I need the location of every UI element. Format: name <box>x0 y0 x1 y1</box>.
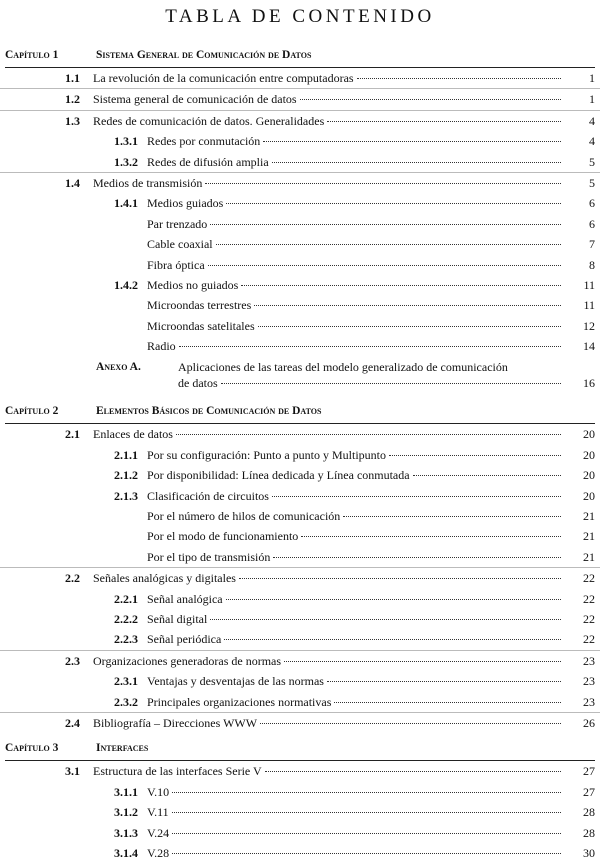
toc-entry[interactable] <box>0 424 600 444</box>
entry-label-wrap <box>147 152 564 172</box>
section-title: Señales analógicas y digitales <box>93 571 236 586</box>
section-title: Enlaces de datos <box>93 427 173 442</box>
entry-label-wrap <box>93 68 564 88</box>
section-number: 1.4.2 <box>114 277 138 292</box>
dot-leader <box>210 618 561 620</box>
section-number: 2.3.2 <box>114 694 138 709</box>
toc-entry[interactable] <box>0 671 600 691</box>
section-title: La revolución de la comunicación entre computadoras <box>93 71 354 85</box>
section-title: Organizaciones generadoras de normas <box>93 653 282 668</box>
dot-leader <box>210 223 561 225</box>
dot-leader <box>216 243 561 245</box>
page-number: 5 <box>589 175 595 190</box>
entry-label-wrap <box>147 255 564 275</box>
toc-entry[interactable] <box>0 214 600 234</box>
section-title: Medios guiados <box>147 196 224 211</box>
section-number: 3.1.2 <box>114 805 138 820</box>
entry-label-wrap <box>147 486 564 506</box>
section-number: 1.3.1 <box>114 134 138 149</box>
section-number: 2.1.3 <box>114 488 138 503</box>
dot-leader <box>272 495 561 497</box>
dot-leader <box>327 680 561 682</box>
section-title: Por su configuración: Punto a punto y Multipunto <box>147 447 386 462</box>
dot-leader <box>208 264 561 266</box>
entry-label-wrap <box>147 629 564 649</box>
toc-entry[interactable] <box>0 802 600 822</box>
dot-leader <box>239 577 561 579</box>
page-number: 22 <box>583 571 595 586</box>
page-number: 20 <box>583 468 595 483</box>
page-number: 30 <box>583 845 595 860</box>
dot-leader <box>179 345 561 347</box>
section-number: 2.1.2 <box>114 468 138 483</box>
page-number: 14 <box>583 339 595 354</box>
dot-leader <box>226 202 561 204</box>
section-title: Señal periódica <box>147 632 222 647</box>
section-title: Par trenzado <box>147 216 208 231</box>
toc-entry[interactable] <box>0 68 600 89</box>
page-number: 20 <box>583 488 595 503</box>
entry-label-wrap <box>147 589 564 609</box>
section-title: Ventajas y desventajas de las normas <box>147 674 324 689</box>
toc-entry[interactable] <box>0 295 600 315</box>
section-title: V.11 <box>147 805 169 820</box>
chapter-number: Capítulo 1 <box>5 49 59 61</box>
section-number: 2.1.1 <box>114 447 138 462</box>
page-number: 28 <box>583 805 595 820</box>
chapter-heading[interactable] <box>0 402 600 424</box>
section-title: Por el tipo de transmisión <box>147 549 271 564</box>
page-number: 7 <box>589 237 595 252</box>
entry-label-wrap <box>147 316 564 336</box>
dot-leader <box>172 832 561 834</box>
entry-label-wrap <box>147 671 564 691</box>
page-number: 23 <box>583 653 595 668</box>
toc-entry[interactable] <box>0 761 600 781</box>
entry-label-wrap <box>147 823 564 843</box>
dot-leader <box>343 515 561 517</box>
toc-entry[interactable] <box>0 193 600 213</box>
annex-title-line1: Aplicaciones de las tareas del modelo generalizado de comunicación <box>178 360 508 375</box>
entry-label-wrap <box>147 295 564 315</box>
dot-leader <box>327 120 561 122</box>
toc-entry[interactable] <box>0 609 600 629</box>
dot-leader <box>273 556 561 558</box>
section-title: Microondas satelitales <box>147 318 255 333</box>
toc-entry[interactable] <box>0 692 600 713</box>
page-number: 5 <box>589 154 595 169</box>
chapter-title: Elementos Básicos de Comunicación de Datos <box>96 405 322 418</box>
page-number: 27 <box>583 784 595 799</box>
page-number: 22 <box>583 591 595 606</box>
section-number: 2.3.1 <box>114 674 138 689</box>
toc-entry[interactable] <box>0 568 600 588</box>
toc-entry[interactable] <box>0 629 600 650</box>
page-number: 23 <box>583 694 595 709</box>
entry-label-wrap <box>93 568 564 588</box>
section-title: V.10 <box>147 784 170 799</box>
page-title: TABLA DE CONTENIDO <box>165 6 435 27</box>
toc-entry[interactable] <box>0 589 600 609</box>
entry-label-wrap <box>93 424 564 444</box>
page-number: 23 <box>583 674 595 689</box>
section-title: Redes de difusión amplia <box>147 154 269 169</box>
page-number: 11 <box>583 298 595 313</box>
entry-label-wrap <box>93 713 564 733</box>
page-number: 26 <box>583 715 595 730</box>
entry-label-wrap <box>147 782 564 802</box>
section-title: V.28 <box>147 845 170 860</box>
entry-label-wrap <box>93 761 564 781</box>
dot-leader <box>272 161 561 163</box>
dot-leader <box>254 304 561 306</box>
section-number: 3.1.1 <box>114 784 138 799</box>
toc-entry[interactable] <box>0 843 600 863</box>
dot-leader <box>300 98 561 100</box>
dot-leader <box>357 77 561 79</box>
entry-label-wrap <box>93 173 564 193</box>
section-title: Microondas terrestres <box>147 298 252 313</box>
table-of-contents <box>0 46 600 863</box>
toc-entry[interactable] <box>0 89 600 110</box>
toc-entry[interactable] <box>0 445 600 465</box>
toc-entry[interactable] <box>0 173 600 193</box>
dot-leader <box>389 454 561 456</box>
chapter-title: Sistema General de Comunicación de Datos <box>96 49 312 61</box>
page-number: 6 <box>589 196 595 211</box>
toc-entry[interactable] <box>0 486 600 506</box>
section-title: Estructura de las interfaces Serie V <box>93 764 262 779</box>
toc-entry[interactable] <box>0 255 600 275</box>
toc-entry[interactable] <box>0 234 600 254</box>
toc-entry[interactable] <box>0 782 600 802</box>
dot-leader <box>172 852 561 854</box>
page-number: 4 <box>589 113 595 128</box>
toc-entry[interactable] <box>0 506 600 526</box>
annex-label-wrap <box>178 376 564 391</box>
entry-label-wrap <box>93 651 564 671</box>
dot-leader <box>301 535 561 537</box>
section-number: 2.2.2 <box>114 611 138 626</box>
page-number: 21 <box>583 549 595 564</box>
page-number: 22 <box>583 632 595 647</box>
toc-entry[interactable] <box>0 465 600 485</box>
dot-leader <box>205 182 561 184</box>
page-number: 28 <box>583 825 595 840</box>
page-number: 22 <box>583 611 595 626</box>
entry-label-wrap <box>147 526 564 546</box>
section-title: V.24 <box>147 825 170 840</box>
toc-entry[interactable] <box>0 526 600 546</box>
section-number: 2.1 <box>65 427 80 442</box>
dot-leader <box>224 638 561 640</box>
entry-label-wrap <box>147 214 564 234</box>
dot-leader <box>172 811 561 813</box>
section-number: 2.2.3 <box>114 632 138 647</box>
page-number: 11 <box>583 277 595 292</box>
entry-label-wrap <box>147 547 564 567</box>
annex-prefix: Anexo A. <box>96 361 141 374</box>
section-number: 2.2.1 <box>114 591 138 606</box>
section-number: 2.3 <box>65 653 80 668</box>
dot-leader <box>221 382 561 384</box>
entry-label-wrap <box>147 234 564 254</box>
section-number: 1.4 <box>65 175 80 190</box>
page-number: 6 <box>589 216 595 231</box>
chapter-heading[interactable] <box>0 46 600 68</box>
page-number: 8 <box>589 257 595 272</box>
toc-entry[interactable] <box>0 651 600 671</box>
section-number: 1.3.2 <box>114 154 138 169</box>
chapter-number: Capítulo 3 <box>5 742 59 755</box>
section-title: Señal digital <box>147 611 208 626</box>
annex-title-line2: de datos <box>178 376 218 391</box>
dot-leader <box>263 140 561 142</box>
section-title: Principales organizaciones normativas <box>147 694 332 709</box>
page-number: 4 <box>589 134 595 149</box>
entry-label-wrap <box>147 692 564 712</box>
section-title: Redes de comunicación de datos. Generalidades <box>93 113 325 128</box>
page-number: 20 <box>583 427 595 442</box>
toc-entry[interactable] <box>0 823 600 843</box>
entry-label-wrap <box>147 802 564 822</box>
section-title: Medios no guiados <box>147 277 239 292</box>
section-title: Clasificación de circuitos <box>147 488 269 503</box>
section-title: Por el número de hilos de comunicación <box>147 509 341 524</box>
entry-label-wrap <box>147 131 564 151</box>
section-title: Fibra óptica <box>147 257 205 272</box>
page-number: 21 <box>583 509 595 524</box>
section-number: 1.3 <box>65 113 80 128</box>
dot-leader <box>265 770 561 772</box>
entry-label-wrap <box>147 465 564 485</box>
dot-leader <box>258 325 561 327</box>
page-number: 20 <box>583 447 595 462</box>
chapter-heading[interactable] <box>0 739 600 761</box>
dot-leader <box>241 284 561 286</box>
section-title: Señal analógica <box>147 591 223 606</box>
section-title: Por el modo de funcionamiento <box>147 529 299 544</box>
section-title: Bibliografía – Direcciones WWW <box>93 715 258 730</box>
page-number: 16 <box>583 376 595 391</box>
entry-label-wrap <box>93 111 564 131</box>
page-number: 1 <box>589 71 595 85</box>
toc-entry[interactable] <box>0 111 600 131</box>
section-number: 3.1 <box>65 764 80 779</box>
entry-label-wrap <box>147 506 564 526</box>
section-title: Radio <box>147 339 176 354</box>
section-number: 3.1.4 <box>114 845 138 860</box>
toc-entry[interactable] <box>0 152 600 173</box>
dot-leader <box>334 701 561 703</box>
dot-leader <box>260 722 561 724</box>
chapter-title: Interfaces <box>96 742 149 755</box>
section-number: 2.2 <box>65 571 80 586</box>
entry-label-wrap <box>147 445 564 465</box>
chapter-number: Capítulo 2 <box>5 405 59 418</box>
entry-label-wrap <box>93 89 564 109</box>
toc-entry[interactable] <box>0 131 600 151</box>
dot-leader <box>176 433 561 435</box>
toc-entry[interactable] <box>0 336 600 356</box>
toc-entry[interactable] <box>0 713 600 733</box>
annex-entry[interactable] <box>0 356 600 396</box>
page-number: 27 <box>583 764 595 779</box>
page-number: 1 <box>589 92 595 107</box>
toc-entry[interactable] <box>0 275 600 295</box>
dot-leader <box>284 660 561 662</box>
section-number: 1.2 <box>65 92 80 107</box>
section-number: 1.4.1 <box>114 196 138 211</box>
section-title: Redes por conmutación <box>147 134 261 149</box>
section-title: Medios de transmisión <box>93 175 203 190</box>
section-number: 2.4 <box>65 715 80 730</box>
entry-label-wrap <box>147 193 564 213</box>
entry-label-wrap <box>147 275 564 295</box>
page-number: 21 <box>583 529 595 544</box>
section-title: Sistema general de comunicación de datos <box>93 92 297 107</box>
section-title: Por disponibilidad: Línea dedicada y Línea conmutada <box>147 468 410 483</box>
section-number: 3.1.3 <box>114 825 138 840</box>
dot-leader <box>172 791 561 793</box>
entry-label-wrap <box>147 336 564 356</box>
page-number: 12 <box>583 318 595 333</box>
section-number: 1.1 <box>65 71 80 85</box>
entry-label-wrap <box>147 843 564 863</box>
toc-entry[interactable] <box>0 316 600 336</box>
dot-leader <box>413 474 561 476</box>
entry-label-wrap <box>147 609 564 629</box>
section-title: Cable coaxial <box>147 237 213 252</box>
toc-entry[interactable] <box>0 547 600 568</box>
dot-leader <box>226 598 561 600</box>
